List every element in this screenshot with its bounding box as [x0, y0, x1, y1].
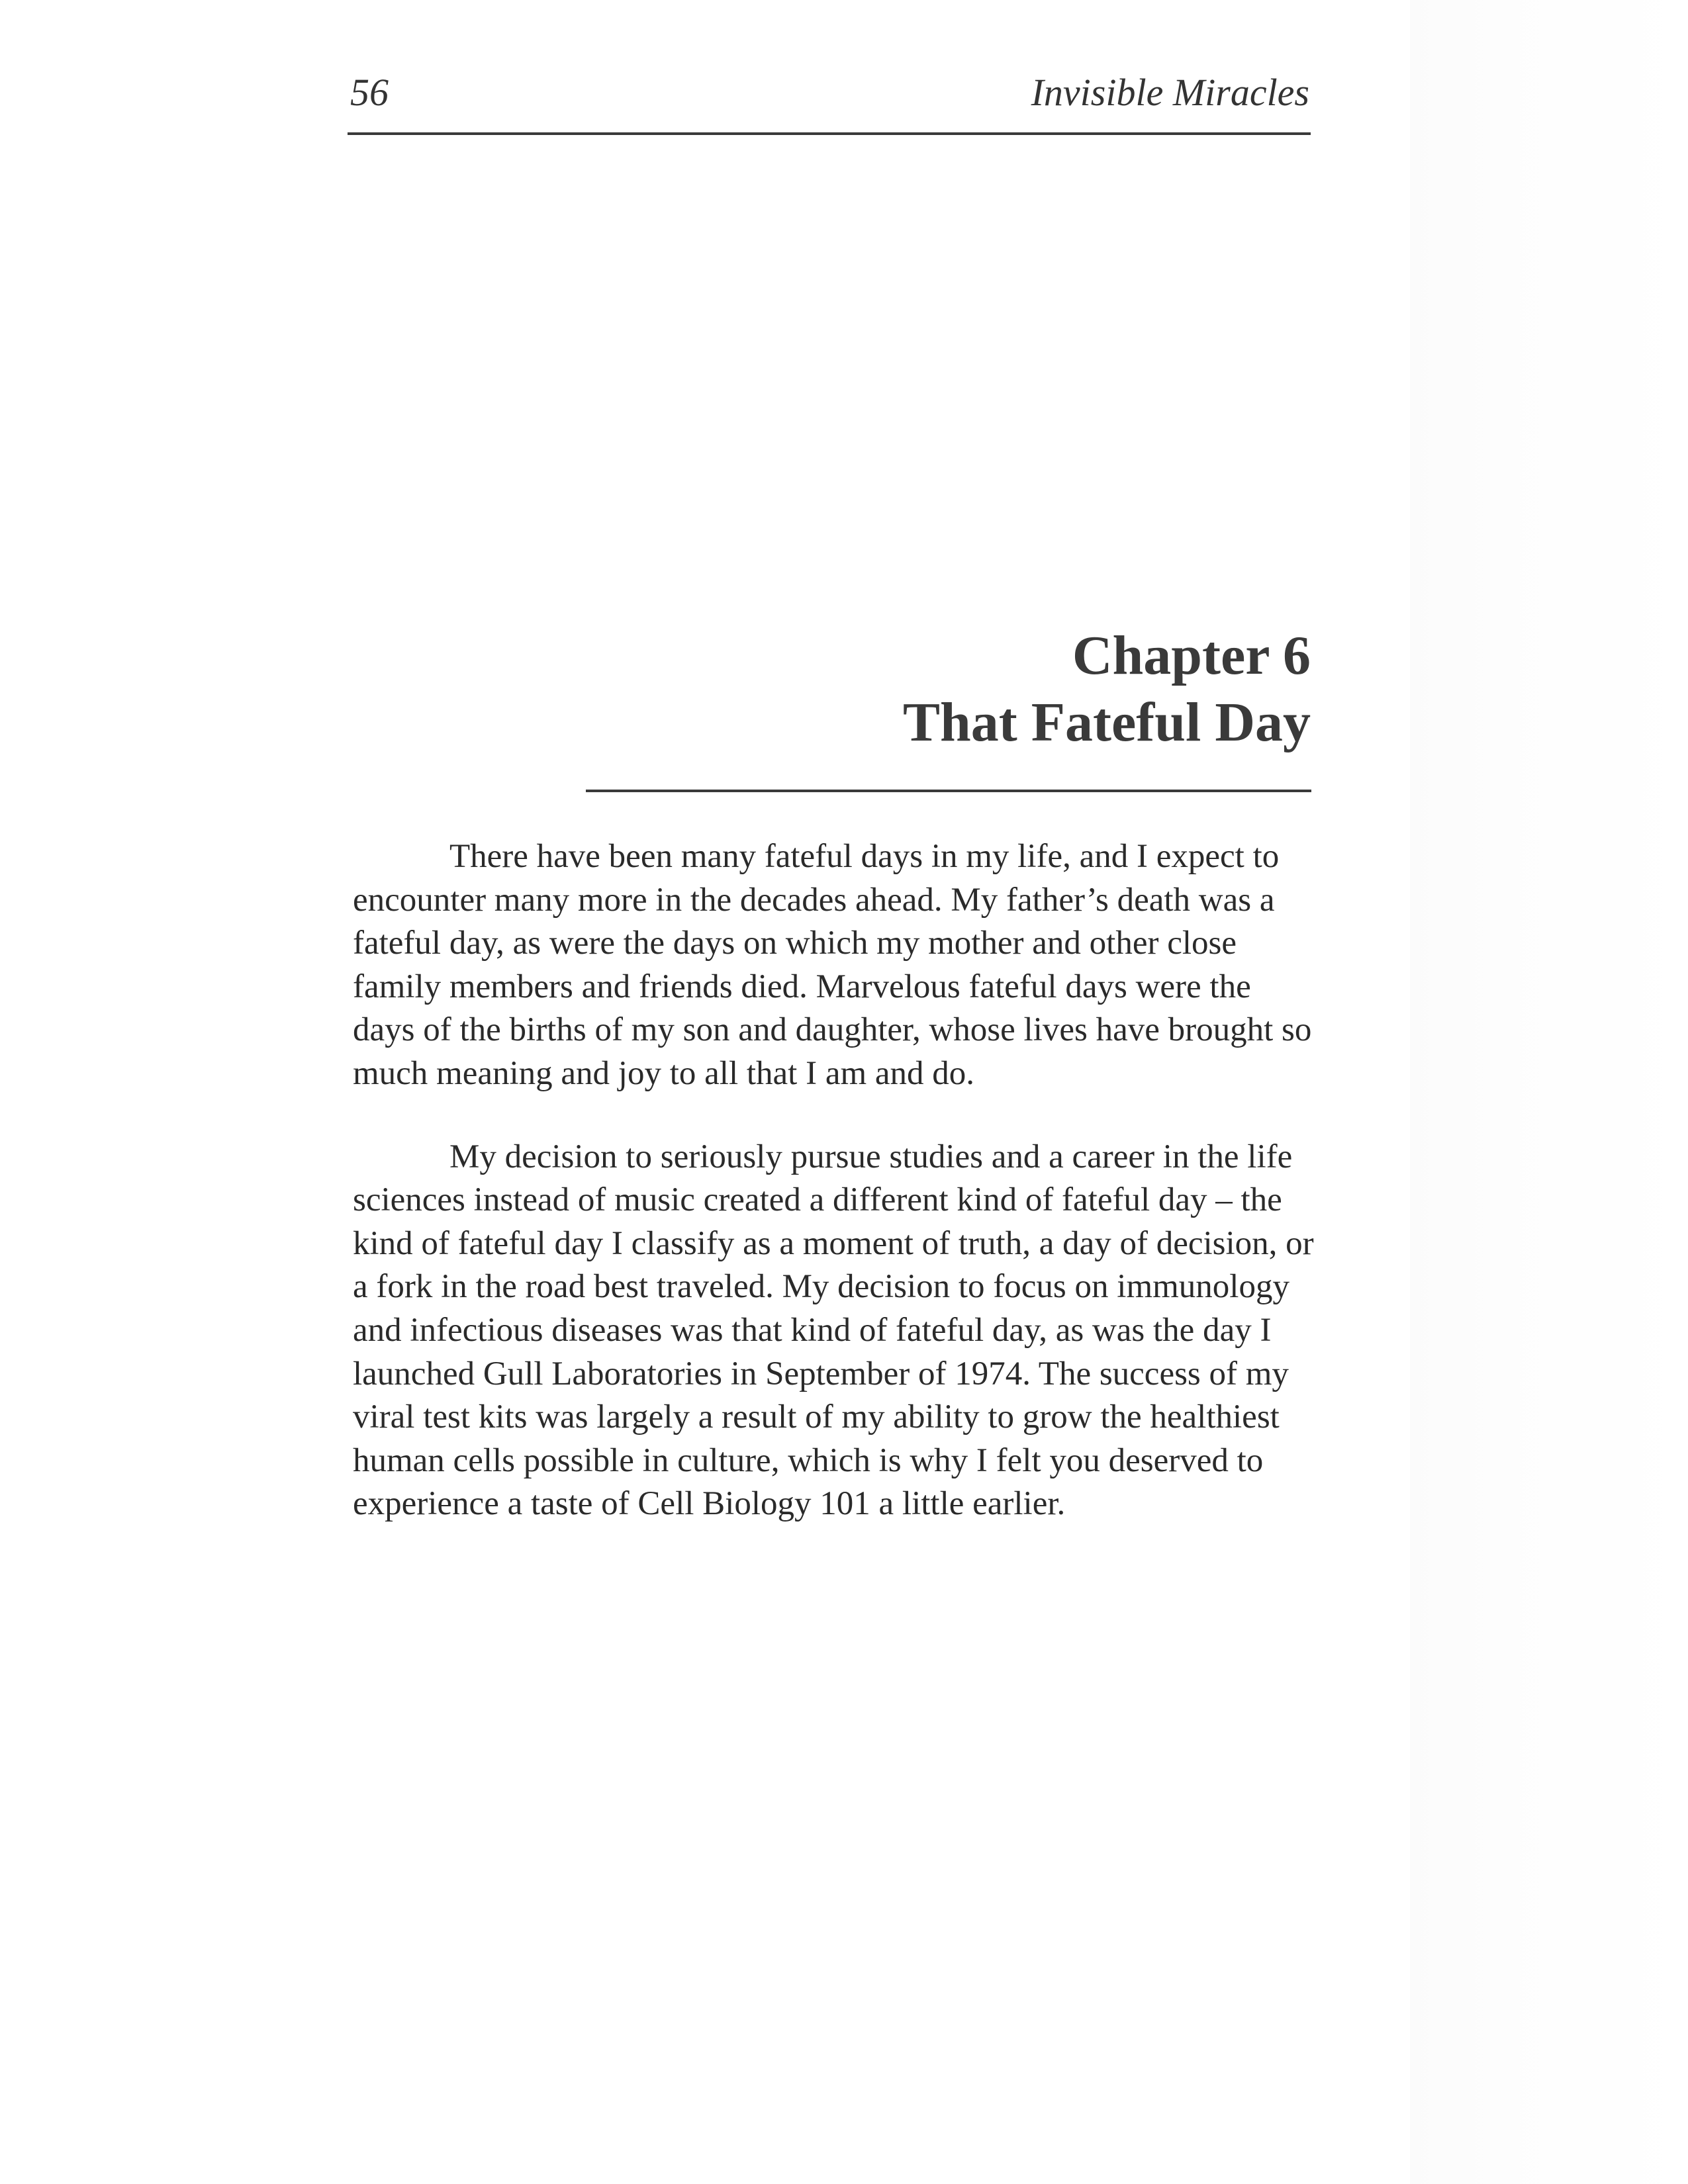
paragraph: My decision to seriously pursue studies and a career in the life sciences instead of music created a different kind of fateful day – the kind of fateful day I classify as a moment of truth, a day of decision, or a fork in the road best traveled. My decision to focus on immunology and infectious diseases was that kind of fateful day, as was the day I launched Gull Laboratories in September of 1974. The success of my viral test kits was largely a result of my ability to grow the healthiest human cells possible in culture, which is why I felt you deserved to experience a taste of Cell Biology 101 a little earlier.: [353, 1138, 1314, 1523]
running-header: [348, 66, 1311, 135]
page-number: 56: [350, 71, 389, 114]
page-edge-shading: [1410, 0, 1688, 2184]
chapter-heading: [662, 622, 1311, 756]
body-text: [353, 835, 1316, 1566]
chapter-number: Chapter 6: [1072, 625, 1311, 686]
chapter-title: That Fateful Day: [903, 692, 1311, 753]
book-title: Invisible Miracles: [1031, 71, 1309, 114]
chapter-divider: [586, 790, 1311, 792]
paragraph: There have been many fateful days in my life, and I expect to encounter many more in the decades ahead. My father’s death was a fateful day, as were the days on which my mother and other close family members and friends died. Marvelous fateful days were the days of the births of my son and daughter, whose lives have brought so much meaning and joy to all that I am and do.: [353, 838, 1312, 1092]
